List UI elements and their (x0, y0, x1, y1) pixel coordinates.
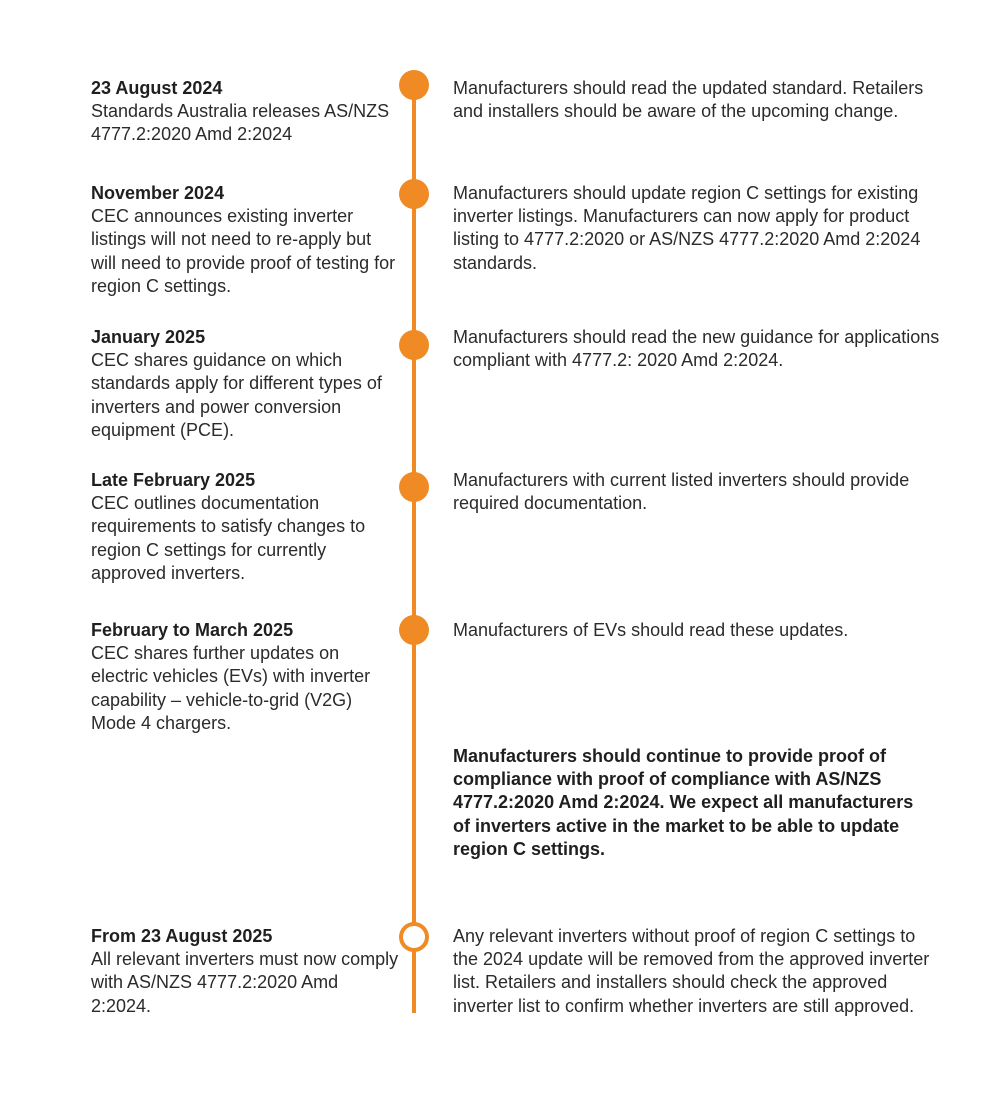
event-summary (91, 469, 401, 585)
event-date: January 2025 (91, 327, 206, 347)
timeline-marker (399, 330, 429, 360)
event-action: Manufacturers should update region C settings for existing inverter listings. Manufacturers can now apply for product listing to 4777.2:2020 or AS/NZS 4777.2:2020 Amd 2:2024 standards. (453, 183, 921, 273)
event-summary (91, 925, 401, 1018)
event-description: All relevant inverters must now comply with AS/NZS 4777.2:2020 Amd 2:2024. (91, 949, 399, 1016)
event-summary (91, 77, 401, 147)
event-description: Standards Australia releases AS/NZS 4777.2:2020 Amd 2:2024 (91, 101, 390, 145)
event-date: From 23 August 2025 (91, 926, 273, 946)
event-description: CEC shares guidance on which standards apply for different types of inverters and power conversion equipment (PCE). (91, 350, 382, 440)
event-summary (91, 619, 401, 735)
event-action: Manufacturers with current listed inverters should provide required documentation. (453, 470, 910, 514)
event-description: CEC shares further updates on electric vehicles (EVs) with inverter capability – vehicle-to-grid (V2G) Mode 4 chargers. (91, 643, 371, 733)
event-date: Late February 2025 (91, 470, 256, 490)
timeline-marker (399, 70, 429, 100)
event-action: Manufacturers should read the updated standard. Retailers and installers should be aware of the upcoming change. (453, 78, 924, 122)
timeline-line (412, 84, 416, 1013)
event-action: Manufacturers of EVs should read these updates. (453, 620, 849, 640)
event-description: CEC outlines documentation requirements to satisfy changes to region C settings for currently approved inverters. (91, 493, 366, 583)
event-action: Any relevant inverters without proof of region C settings to the 2024 update will be removed from the approved inverter list. Retailers and installers should check the approved inverter list to confirm whether inverters are still approved. (453, 926, 930, 1016)
event-date: November 2024 (91, 183, 225, 203)
event-date: 23 August 2024 (91, 78, 223, 98)
interim-note: Manufacturers should continue to provide proof of compliance with proof of compliance with AS/NZS 4777.2:2020 Amd 2:2024. We expect all manufacturers of inverters active in the market to be able to update region C settings. (453, 746, 914, 859)
timeline-marker-final (399, 922, 429, 952)
event-summary (91, 182, 401, 298)
event-description: CEC announces existing inverter listings will not need to re-apply but will need to provide proof of testing for region C settings. (91, 206, 396, 296)
event-summary (91, 326, 401, 442)
timeline-marker (399, 179, 429, 209)
event-action: Manufacturers should read the new guidance for applications compliant with 4777.2: 2020 Amd 2:2024. (453, 327, 940, 371)
timeline-marker (399, 472, 429, 502)
event-date: February to March 2025 (91, 620, 294, 640)
timeline-marker (399, 615, 429, 645)
